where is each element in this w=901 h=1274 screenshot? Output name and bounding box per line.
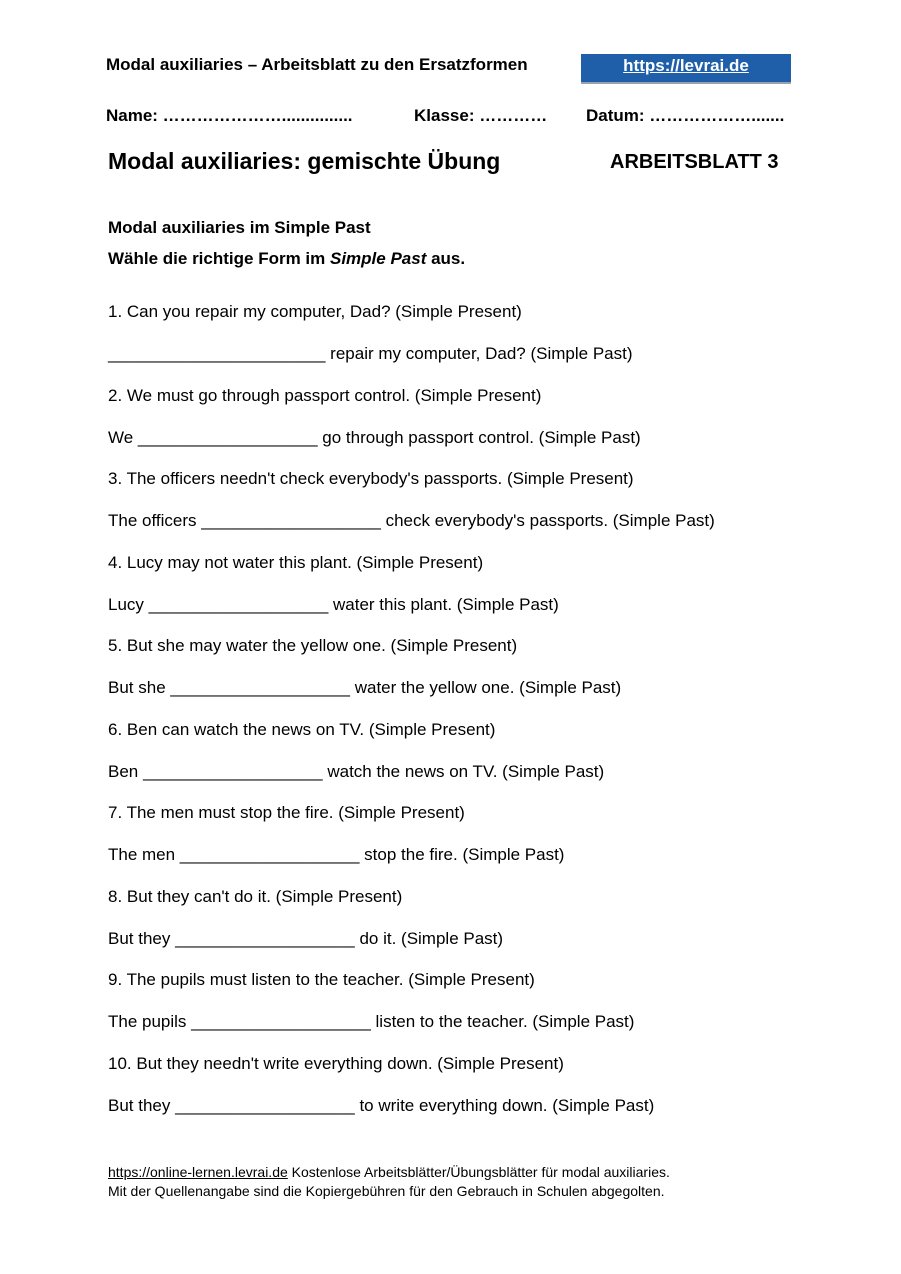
- klasse-field-label: Klasse: …………: [414, 106, 548, 125]
- footer-link[interactable]: https://online-lernen.levrai.de: [108, 1164, 288, 1180]
- exercise-answer-line[interactable]: Lucy ___________________ water this plant. (Simple Past): [108, 595, 559, 614]
- footer-line-2: Mit der Quellenangabe sind die Kopiergebühren für den Gebrauch in Schulen abgegolten.: [108, 1183, 665, 1199]
- exercise-answer-line[interactable]: Ben ___________________ watch the news on TV. (Simple Past): [108, 762, 605, 781]
- levrai-link[interactable]: https://levrai.de: [623, 56, 749, 75]
- section-instruction: Wähle die richtige Form im Simple Past aus.: [108, 249, 466, 268]
- exercise-question: 4. Lucy may not water this plant. (Simple Present): [108, 553, 484, 572]
- exercise-answer-line[interactable]: The pupils ___________________ listen to the teacher. (Simple Past): [108, 1012, 635, 1031]
- exercise-question: 2. We must go through passport control. (Simple Present): [108, 386, 542, 405]
- footer-line-1: https://online-lernen.levrai.de Kostenlose Arbeitsblätter/Übungsblätter für modal auxiliaries.: [108, 1164, 670, 1180]
- datum-field-label: Datum: ……………….......: [586, 106, 785, 125]
- page-title: Modal auxiliaries: gemischte Übung: [108, 148, 501, 174]
- worksheet-header-title: Modal auxiliaries – Arbeitsblatt zu den Ersatzformen: [106, 55, 528, 74]
- exercise-question: 8. But they can't do it. (Simple Present): [108, 887, 403, 906]
- exercise-answer-line[interactable]: But she ___________________ water the yellow one. (Simple Past): [108, 678, 622, 697]
- exercise-question: 10. But they needn't write everything down. (Simple Present): [108, 1054, 564, 1073]
- levrai-link-box[interactable]: [581, 54, 791, 84]
- exercise-question: 3. The officers needn't check everybody's passports. (Simple Present): [108, 469, 634, 488]
- exercise-answer-line[interactable]: But they ___________________ to write everything down. (Simple Past): [108, 1096, 655, 1115]
- exercise-question: 6. Ben can watch the news on TV. (Simple Present): [108, 720, 496, 739]
- exercise-question: 5. But she may water the yellow one. (Simple Present): [108, 636, 518, 655]
- exercise-question: 9. The pupils must listen to the teacher. (Simple Present): [108, 970, 535, 989]
- name-field-label: Name: …………………...............: [106, 106, 353, 125]
- sheet-label: ARBEITSBLATT 3: [610, 151, 779, 173]
- section-heading: Modal auxiliaries im Simple Past: [108, 218, 371, 237]
- exercise-question: 1. Can you repair my computer, Dad? (Simple Present): [108, 302, 522, 321]
- exercise-question: 7. The men must stop the fire. (Simple Present): [108, 803, 465, 822]
- exercise-answer-line[interactable]: We ___________________ go through passport control. (Simple Past): [108, 428, 641, 447]
- exercise-answer-line[interactable]: But they ___________________ do it. (Simple Past): [108, 929, 504, 948]
- exercise-answer-line[interactable]: _______________________ repair my computer, Dad? (Simple Past): [108, 344, 633, 363]
- exercise-answer-line[interactable]: The officers ___________________ check everybody's passports. (Simple Past): [108, 511, 715, 530]
- exercise-answer-line[interactable]: The men ___________________ stop the fire. (Simple Past): [108, 845, 565, 864]
